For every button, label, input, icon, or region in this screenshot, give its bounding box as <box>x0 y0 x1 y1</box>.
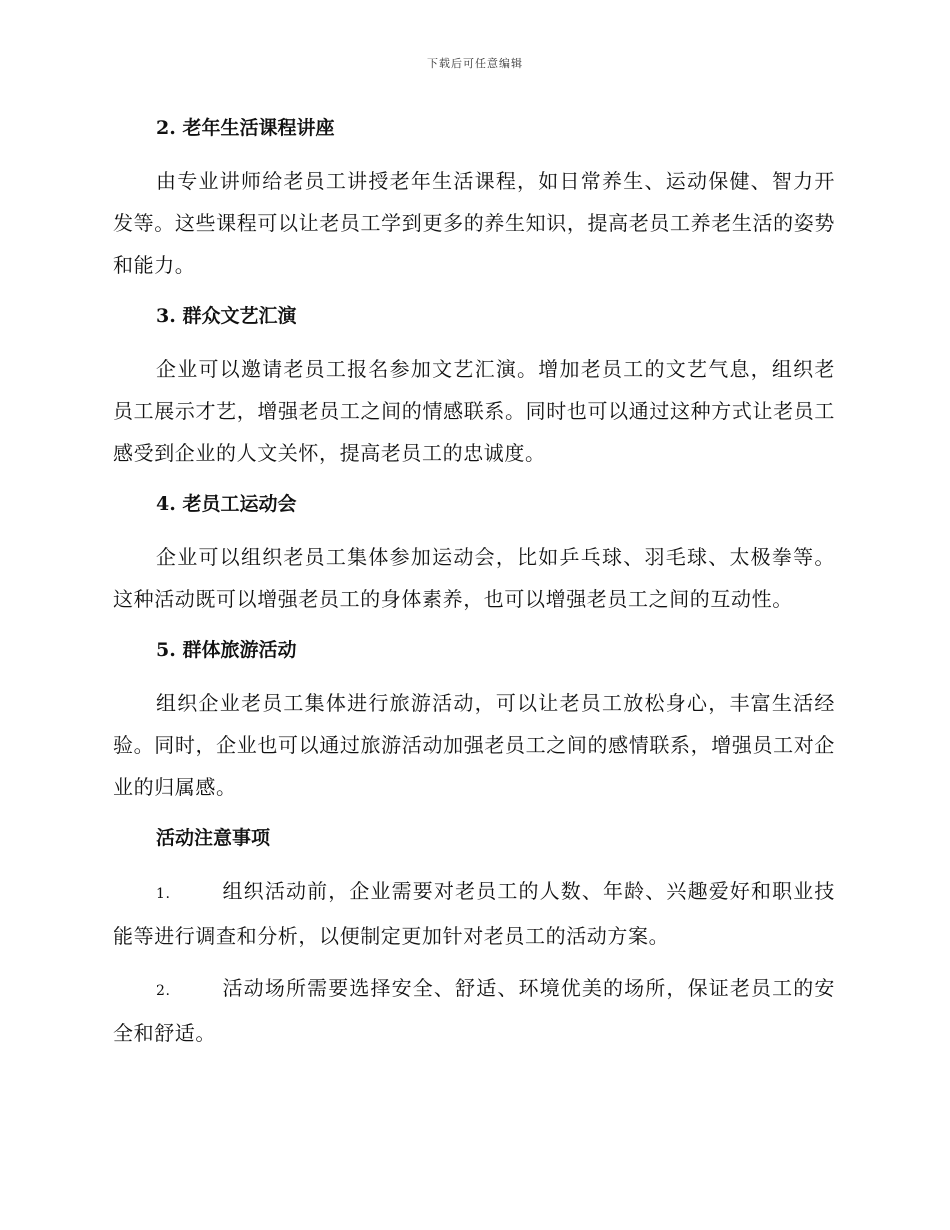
section-heading: 2. 老年生活课程讲座 <box>156 117 335 139</box>
notes-list-item <box>113 967 835 1054</box>
page-header: 下载后可任意编辑 <box>427 57 523 70</box>
list-number: 2. <box>156 983 171 999</box>
section-paragraph: 企业可以组织老员工集体参加运动会，比如乒乓球、羽毛球、太极拳等。这种活动既可以增强老员工的身体素养，也可以增强老员工之间的互动性。 <box>113 545 835 611</box>
section-heading: 5. 群体旅游活动 <box>156 639 297 661</box>
section-paragraph: 企业可以邀请老员工报名参加文艺汇演。增加老员工的文艺气息，组织老员工展示才艺，增强老员工之间的情感联系。同时也可以通过这种方式让老员工感受到企业的人文关怀，提高老员工的忠诚度。 <box>113 357 835 465</box>
section-heading: 3. 群众文艺汇演 <box>156 305 297 327</box>
section-paragraph: 由专业讲师给老员工讲授老年生活课程，如日常养生、运动保健、智力开发等。这些课程可以让老员工学到更多的养生知识，提高老员工养老生活的姿势和能力。 <box>113 169 835 277</box>
list-item-text: 组织活动前，企业需要对老员工的人数、年龄、兴趣爱好和职业技能等进行调查和分析，以便制定更加针对老员工的活动方案。 <box>113 879 835 948</box>
notes-list-item <box>113 870 835 957</box>
section-paragraph: 组织企业老员工集体进行旅游活动，可以让老员工放松身心，丰富生活经验。同时，企业也可以通过旅游活动加强老员工之间的感情联系，增强员工对企业的归属感。 <box>113 691 835 799</box>
list-number: 1. <box>156 886 171 902</box>
notes-heading: 活动注意事项 <box>156 827 271 849</box>
list-item-text: 活动场所需要选择安全、舒适、环境优美的场所，保证老员工的安全和舒适。 <box>113 976 835 1045</box>
document-body <box>113 108 835 1054</box>
section-heading: 4. 老员工运动会 <box>156 493 297 515</box>
